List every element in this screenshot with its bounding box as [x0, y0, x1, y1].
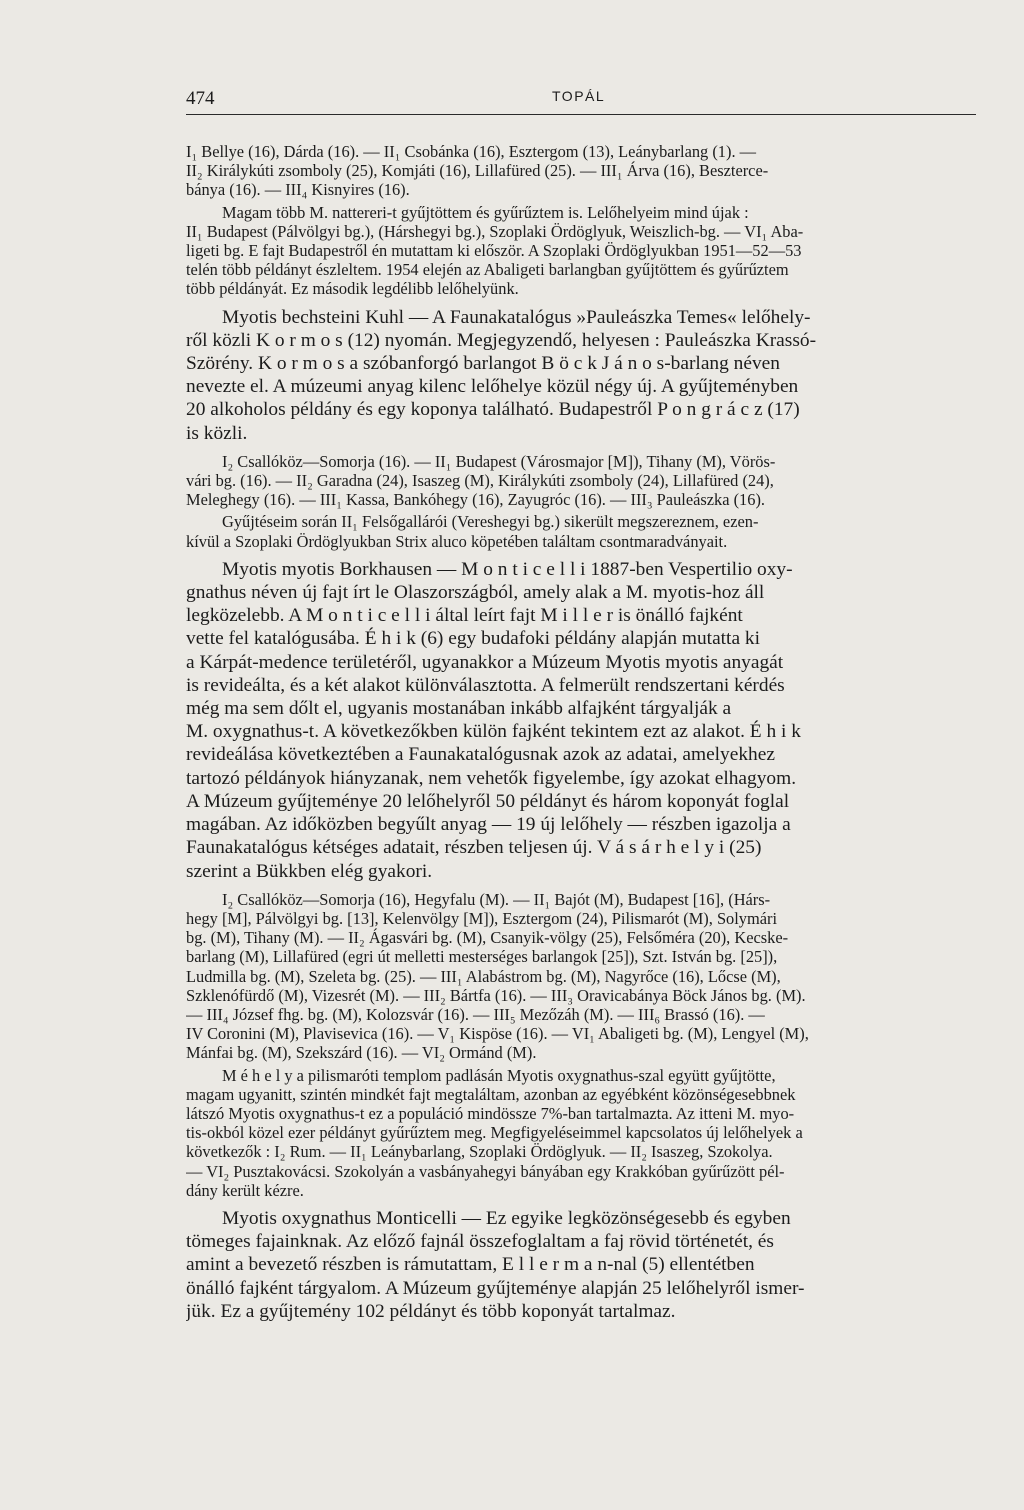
paragraph: [186, 306, 978, 445]
text-line: M. oxygnathus-t. A következőkben külön fajként tekintem ezt az alakot. É h i k: [186, 721, 801, 743]
text-line: nevezte el. A múzeumi anyag kilenc lelőhelye közül négy új. A gyűjteményben: [186, 376, 799, 398]
text-line: I₂ Csallóköz—Somorja (16). — II₁ Budapest (Városmajor [M]), Tihany (M), Vörös-: [222, 451, 776, 471]
paragraph: [186, 1066, 978, 1200]
page-number: 474: [186, 88, 215, 109]
text-line: Myotis bechsteini Kuhl — A Faunakatalógus »Pauleászka Temes« lelőhely-: [222, 306, 811, 328]
paragraph: [186, 512, 978, 550]
text-line: következők : I₂ Rum. — II₁ Leánybarlang, Szoplaki Ördöglyuk. — II₂ Isaszeg, Szokolya.: [186, 1142, 773, 1162]
paragraph: [186, 203, 978, 299]
text-line: A Múzeum gyűjteménye 20 lelőhelyről 50 példányt és három koponyát foglal: [186, 790, 790, 812]
text-line: Magam több M. nattereri-t gyűjtöttem és gyűrűztem is. Lelőhelyeim mind újak :: [222, 202, 749, 222]
text-line: revideálása következtében a Faunakatalógusnak azok az adatai, amelyekhez: [186, 744, 775, 766]
text-line: Szklenófürdő (M), Vizesrét (M). — III₂ Bártfa (16). — III₃ Oravicabánya Böck János bg. (M).: [186, 985, 806, 1005]
text-line: II₁ Budapest (Pálvölgyi bg.), (Hárshegyi bg.), Szoplaki Ördöglyuk, Weiszlich-bg. — VI₁ Aba-: [186, 221, 804, 241]
text-line: ligeti bg. E fajt Budapestről én mutattam ki először. A Szoplaki Ördöglyukban 1951—52—53: [186, 241, 802, 261]
text-line: — III₄ József fhg. bg. (M), Kolozsvár (16). — III₅ Mezőzáh (M). — III₆ Brassó (16). —: [186, 1004, 765, 1024]
text-line: telén több példányt észleltem. 1954 elején az Abaligeti barlangban gyűjtöttem és gyűrűztem: [186, 260, 789, 280]
text-line: bánya (16). — III₄ Kisnyires (16).: [186, 180, 410, 200]
text-line: — VI₂ Pusztakovácsi. Szokolyán a vasbányahegyi bányában egy Krakkóban gyűrűzött pél-: [186, 1161, 785, 1181]
text-line: tis-okból közel ezer példányt gyűrűztem meg. Megfigyeléseimmel kapcsolatos új lelőhelyek a: [186, 1123, 803, 1143]
text-line: Mánfai bg. (M), Szekszárd (16). — VI₂ Ormánd (M).: [186, 1043, 537, 1063]
text-line: magában. Az időközben begyűlt anyag — 19 új lelőhely — részben igazolja a: [186, 814, 791, 836]
text-line: Gyűjtéseim során II₁ Felsőgallárói (Vereshegyi bg.) sikerült megszereznem, ezen-: [222, 512, 759, 532]
text-line: látszó Myotis oxygnathus-t ez a populáció mindössze 7%-ban tartalmazta. Az itteni M. myo-: [186, 1103, 795, 1123]
text-line: még ma sem dőlt el, ugyanis mostanában inkább alfajként tárgyalják a: [186, 698, 732, 720]
text-line: ről közli K o r m o s (12) nyomán. Megjegyzendő, helyesen : Pauleászka Krassó-: [186, 329, 817, 351]
text-line: is revideálta, és a két alakot különválasztotta. A felmerült rendszertani kérdés: [186, 674, 785, 696]
text-line: hegy [M], Pálvölgyi bg. [13], Kelenvölgy [M]), Esztergom (24), Pilismarót (M), Solymári: [186, 908, 778, 928]
text-line: Myotis oxygnathus Monticelli — Ez egyike legközönségesebb és egyben: [222, 1207, 791, 1229]
text-line: amint a bevezető részben is rámutattam, E l l e r m a n-nal (5) ellentétben: [186, 1254, 755, 1276]
text-line: gnathus néven új fajt írt le Olaszországból, amely alak a M. myotis-hoz áll: [186, 582, 765, 604]
text-line: kívül a Szoplaki Ördöglyukban Strix aluco köpetében találtam csontmaradványait.: [186, 531, 728, 551]
text-line: szerint a Bükkben elég gyakori.: [186, 860, 433, 882]
text-line: vári bg. (16). — II₂ Garadna (24), Isaszeg (M), Királykúti zsomboly (24), Lillafüred (24),: [186, 471, 774, 491]
text-line: dány került kézre.: [186, 1180, 304, 1200]
text-line: jük. Ez a gyűjtemény 102 példányt és több koponyát tartalmaz.: [186, 1300, 676, 1322]
paragraph: [186, 558, 978, 883]
text-line: I₂ Csallóköz—Somorja (16), Hegyfalu (M). — II₁ Bajót (M), Budapest [16], (Hárs-: [222, 889, 771, 909]
text-line: tartozó példányok hiányzanak, nem vehetők figyelembe, így azokat elhagyom.: [186, 767, 797, 789]
text-line: Faunakatalógus kétséges adatait, részben teljesen új. V á s á r h e l y i (25): [186, 837, 762, 859]
text-line: IV Coronini (M), Plavisevica (16). — V₁ Kispöse (16). — VI₁ Abaligeti bg. (M), Lengyel (M),: [186, 1024, 809, 1044]
text-line: barlang (M), Lillafüred (egri út melletti mesterséges barlangok [25]), Szt. István bg. [25]),: [186, 947, 778, 967]
text-line: vette fel katalógusába. É h i k (6) egy budafoki példány alapján mutatta ki: [186, 628, 760, 650]
text-line: is közli.: [186, 422, 248, 444]
text-line: magam ugyanitt, szintén mindkét fajt megtaláltam, azonban az egyébként közönségesebbnek: [186, 1084, 796, 1104]
text-line: II₂ Királykúti zsomboly (25), Komjáti (16), Lillafüred (25). — III₁ Árva (16), Beszterce-: [186, 161, 769, 181]
text-line: M é h e l y a pilismaróti templom padlásán Myotis oxygnathus-szal együtt gyűjtötte,: [222, 1065, 776, 1085]
paragraph: [186, 452, 978, 510]
text-line: Meleghegy (16). — III₁ Kassa, Bankóhegy (16), Zayugróc (16). — III₃ Pauleászka (16).: [186, 490, 765, 510]
text-line: legközelebb. A M o n t i c e l l i által leírt fajt M i l l e r is önálló fajként: [186, 605, 743, 627]
page-body: [186, 142, 978, 1323]
text-line: 20 alkoholos példány és egy koponya található. Budapestről P o n g r á c z (17): [186, 399, 800, 421]
text-line: bg. (M), Tihany (M). — II₂ Ágasvári bg. (M), Csanyik-völgy (25), Felsőméra (20), Kecske-: [186, 928, 789, 948]
text-line: önálló fajként tárgyalom. A Múzeum gyűjteménye alapján 25 lelőhelyről ismer-: [186, 1277, 805, 1299]
text-line: Myotis myotis Borkhausen — M o n t i c e l l i 1887-ben Vespertilio oxy-: [222, 558, 793, 580]
text-line: Szörény. K o r m o s a szóbanforgó barlangot B ö c k J á n o s-barlang néven: [186, 353, 780, 375]
running-head: TOPÁL: [552, 88, 606, 104]
text-line: I₁ Bellye (16), Dárda (16). — II₁ Csobánka (16), Esztergom (13), Leánybarlang (1). —: [186, 142, 757, 161]
text-line: több példányát. Ez második legdélibb lelőhelyünk.: [186, 279, 519, 299]
text-line: tömeges fajainknak. Az előző fajnál összefoglaltam a faj rövid történetét, és: [186, 1231, 774, 1253]
page-header: [186, 82, 976, 115]
paragraph: [186, 1207, 978, 1323]
paragraph: [186, 890, 978, 1063]
paragraph: [186, 142, 978, 200]
text-line: a Kárpát-medence területéről, ugyanakkor a Múzeum Myotis myotis anyagát: [186, 651, 784, 673]
text-line: Ludmilla bg. (M), Szeleta bg. (25). — III₁ Alabástrom bg. (M), Nagyrőce (16), Lőcse (M),: [186, 966, 781, 986]
